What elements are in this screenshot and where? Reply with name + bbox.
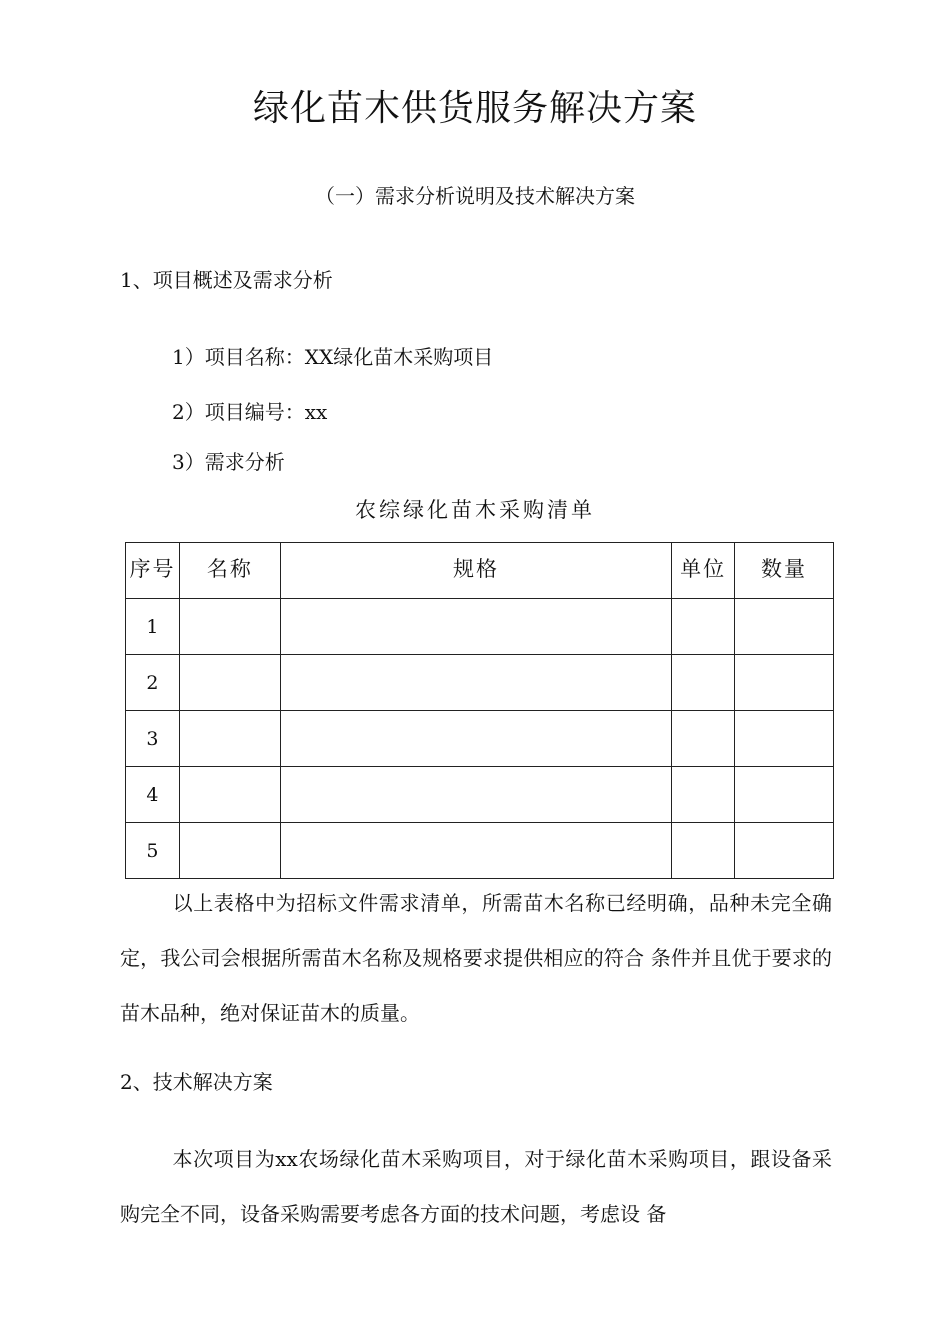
project-name-item: 1）项目名称：XX绿化苗木采购项目 [172, 345, 494, 369]
row-index: 5 [126, 823, 180, 879]
table-row [126, 599, 834, 655]
row-quantity-cell [735, 823, 834, 879]
table-row [126, 655, 834, 711]
document-title: 绿化苗木供货服务解决方案 [252, 88, 697, 129]
row-name-cell [179, 711, 280, 767]
section-heading-2: 2、技术解决方案 [120, 1070, 273, 1094]
row-index: 2 [126, 655, 180, 711]
row-quantity-cell [735, 767, 834, 823]
row-name-cell [179, 655, 280, 711]
table-explanation-text: 以上表格中为招标文件需求清单，所需苗木名称已经明确，品种未完全确定，我公司会根据所需苗木名称及规格要求提供相应的符合 条件并且优于要求的苗木品种，绝对保证苗木的质量。 [120, 891, 832, 1025]
table-row [126, 823, 834, 879]
row-unit-cell [672, 655, 735, 711]
row-unit-cell [672, 711, 735, 767]
row-index: 1 [126, 599, 180, 655]
row-name-cell [179, 599, 280, 655]
row-spec-cell [280, 599, 671, 655]
table-row [126, 711, 834, 767]
technical-solution-text: 本次项目为xx农场绿化苗木采购项目，对于绿化苗木采购项目，跟设备采购完全不同，设备采购需要考虑各方面的技术问题，考虑设 备 [120, 1147, 832, 1226]
row-unit-cell [672, 767, 735, 823]
row-quantity-cell [735, 711, 834, 767]
project-number-item: 2）项目编号：xx [172, 400, 328, 424]
row-index: 3 [126, 711, 180, 767]
requirements-analysis-item: 3）需求分析 [172, 450, 285, 474]
row-index: 4 [126, 767, 180, 823]
row-name-cell [179, 823, 280, 879]
row-quantity-cell [735, 599, 834, 655]
table-caption: 农综绿化苗木采购清单 [355, 498, 595, 522]
row-name-cell [179, 767, 280, 823]
procurement-table [125, 542, 834, 879]
row-spec-cell [280, 767, 671, 823]
row-unit-cell [672, 599, 735, 655]
section-heading-1: 1、项目概述及需求分析 [120, 268, 333, 292]
header-spec: 规格 [280, 543, 671, 599]
table-explanation-paragraph [120, 876, 832, 1041]
row-spec-cell [280, 711, 671, 767]
header-index: 序号 [126, 543, 180, 599]
header-unit: 单位 [672, 543, 735, 599]
row-unit-cell [672, 823, 735, 879]
technical-solution-paragraph [120, 1132, 832, 1242]
header-quantity: 数量 [735, 543, 834, 599]
header-name: 名称 [179, 543, 280, 599]
document-subtitle: （一）需求分析说明及技术解决方案 [315, 184, 635, 208]
row-quantity-cell [735, 655, 834, 711]
row-spec-cell [280, 655, 671, 711]
table-header-row [126, 543, 834, 599]
row-spec-cell [280, 823, 671, 879]
table-row [126, 767, 834, 823]
